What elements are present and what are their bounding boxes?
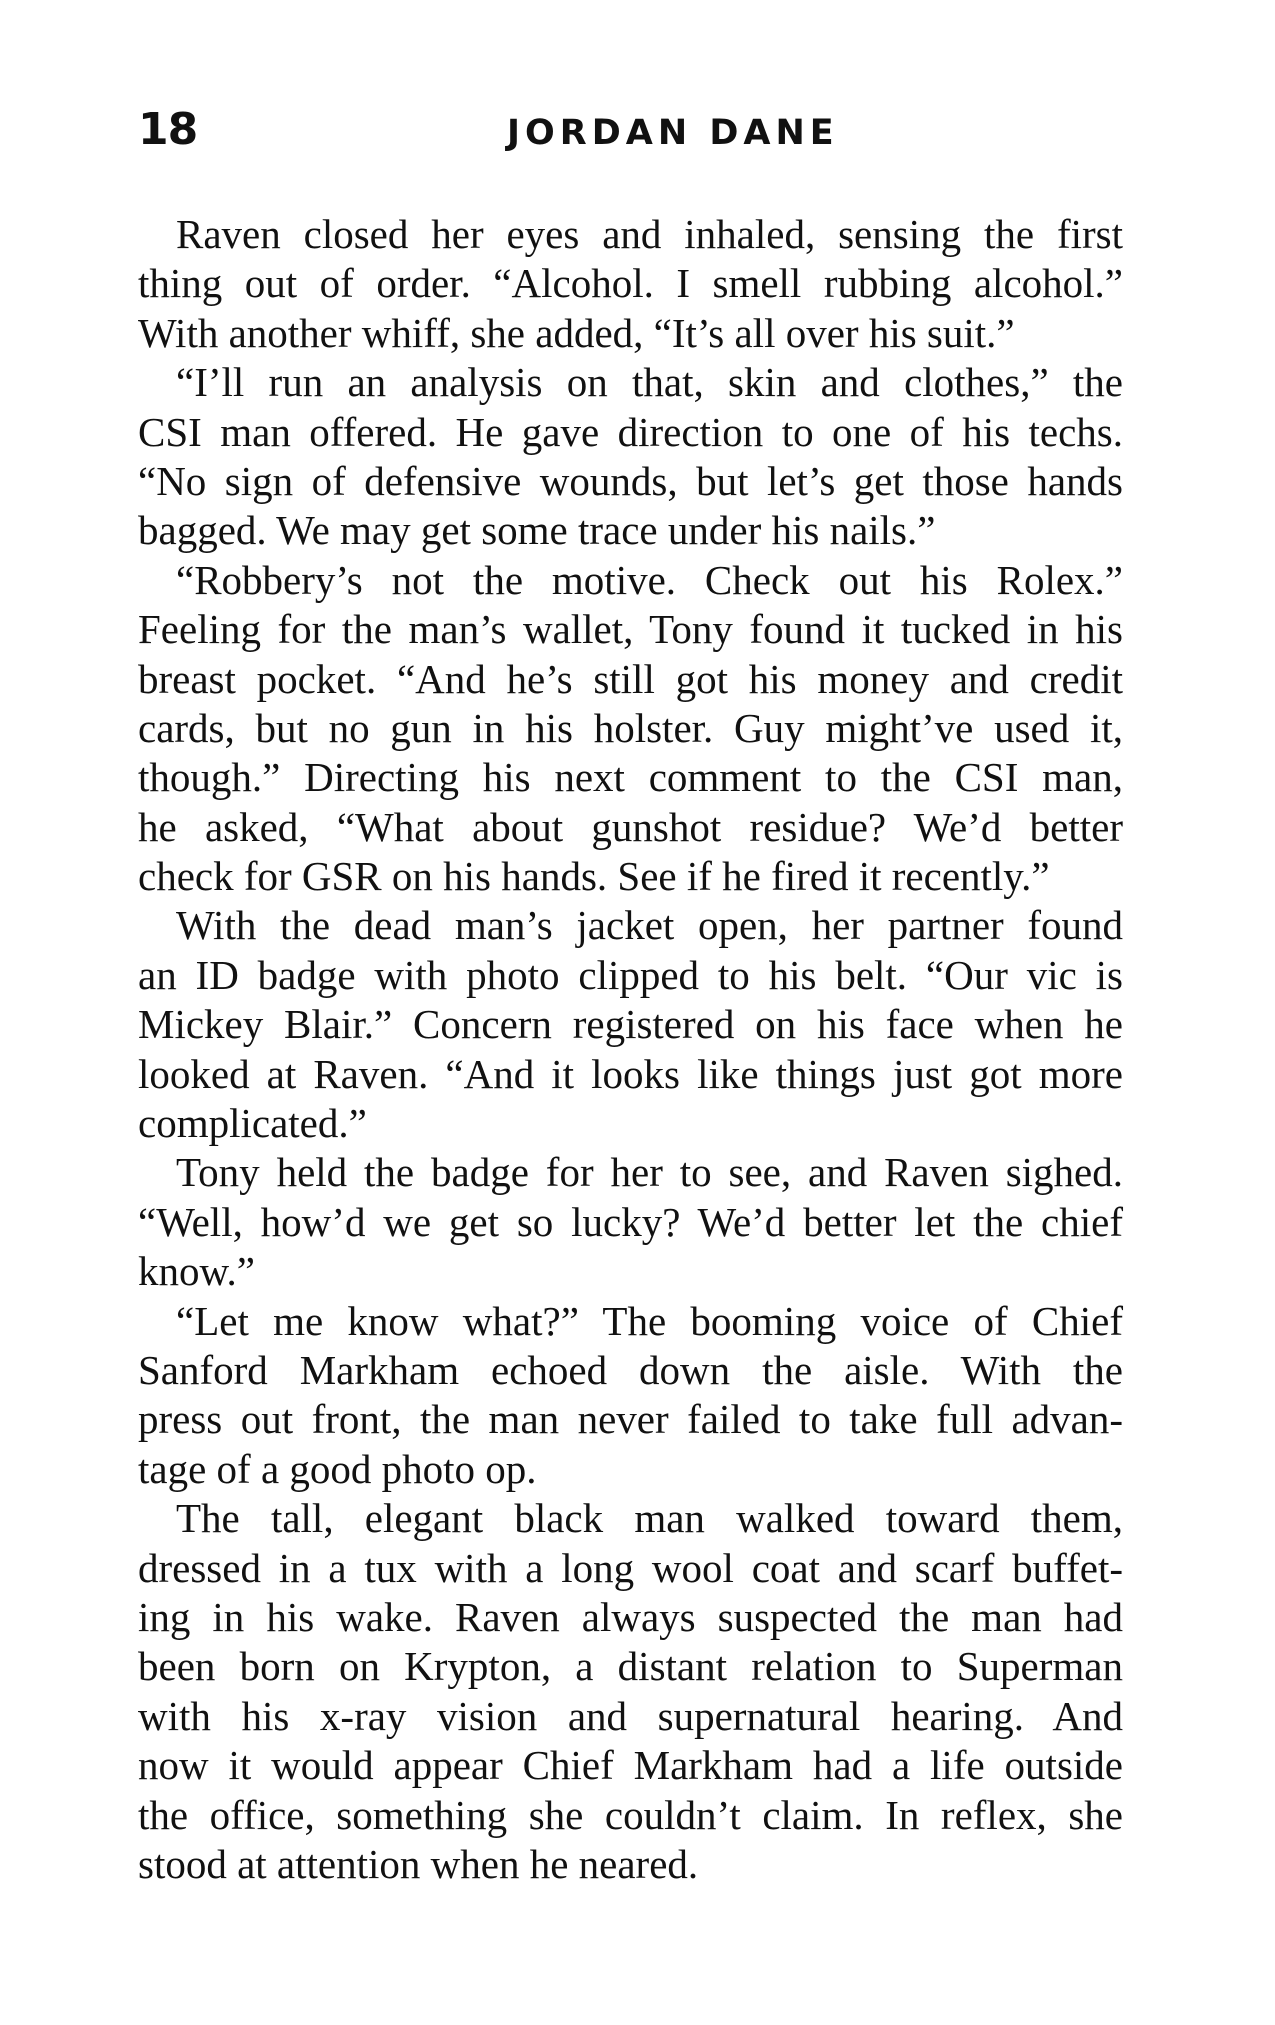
text-line: “I’ll run an analysis on that, skin and clothes,” the (176, 359, 1123, 406)
paragraph (138, 1148, 1123, 1296)
text-line: Raven closed her eyes and inhaled, sensing the first (176, 211, 1123, 257)
text-line: With the dead man’s jacket open, her partner found (176, 902, 1123, 949)
text-line: dressed in a tux with a long wool coat and scarf buffet- (138, 1544, 1123, 1591)
running-head-author: JORDAN DANE (507, 113, 839, 153)
text-line: Sanford Markham echoed down the aisle. With the (138, 1346, 1123, 1393)
page-number: 18 (138, 104, 198, 155)
text-line: “No sign of defensive wounds, but let’s get those hands (138, 457, 1123, 504)
paragraph (138, 1297, 1123, 1495)
text-line: tage of a good photo op. (138, 1445, 537, 1492)
body-text (138, 210, 1123, 1889)
text-line: the office, something she couldn’t claim. In reflex, she (138, 1791, 1123, 1838)
text-line: thing out of order. “Alcohol. I smell rubbing alcohol.” (138, 260, 1123, 307)
text-line: with his x-ray vision and supernatural hearing. And (138, 1692, 1123, 1739)
text-line: check for GSR on his hands. See if he fired it recently.” (138, 853, 1050, 900)
text-line: an ID badge with photo clipped to his belt. “Our vic is (138, 951, 1123, 998)
text-line: The tall, elegant black man walked toward them, (176, 1495, 1123, 1542)
text-line: press out front, the man never failed to take full advan- (138, 1396, 1123, 1443)
running-head (138, 100, 1123, 160)
text-line: Feeling for the man’s wallet, Tony found it tucked in his (138, 606, 1123, 653)
paragraph (138, 1494, 1123, 1889)
text-line: “Let me know what?” The booming voice of Chief (176, 1297, 1123, 1344)
text-line: cards, but no gun in his holster. Guy might’ve used it, (138, 704, 1123, 751)
text-line: he asked, “What about gunshot residue? We’d better (138, 803, 1123, 850)
text-line: Tony held the badge for her to see, and Raven sighed. (176, 1149, 1123, 1196)
text-line: stood at attention when he neared. (138, 1840, 699, 1887)
text-line: breast pocket. “And he’s still got his money and credit (138, 655, 1123, 702)
text-line: been born on Krypton, a distant relation to Superman (138, 1643, 1123, 1690)
paragraph (138, 556, 1123, 902)
text-line: bagged. We may get some trace under his nails.” (138, 507, 936, 554)
text-line: Mickey Blair.” Concern registered on his face when he (138, 1001, 1123, 1048)
paragraph (138, 358, 1123, 556)
paragraph (138, 901, 1123, 1148)
text-line: though.” Directing his next comment to the CSI man, (138, 754, 1123, 801)
text-line: “Well, how’d we get so lucky? We’d better let the chief (138, 1198, 1123, 1245)
text-line: CSI man offered. He gave direction to one of his techs. (138, 408, 1123, 455)
text-line: know.” (138, 1248, 255, 1295)
text-line: now it would appear Chief Markham had a life outside (138, 1742, 1123, 1789)
paragraph (138, 210, 1123, 358)
text-line: complicated.” (138, 1100, 367, 1147)
text-line: With another whiff, she added, “It’s all over his suit.” (138, 309, 1015, 356)
text-line: ing in his wake. Raven always suspected the man had (138, 1593, 1123, 1640)
text-line: looked at Raven. “And it looks like things just got more (138, 1050, 1123, 1097)
text-line: “Robbery’s not the motive. Check out his Rolex.” (176, 556, 1123, 603)
